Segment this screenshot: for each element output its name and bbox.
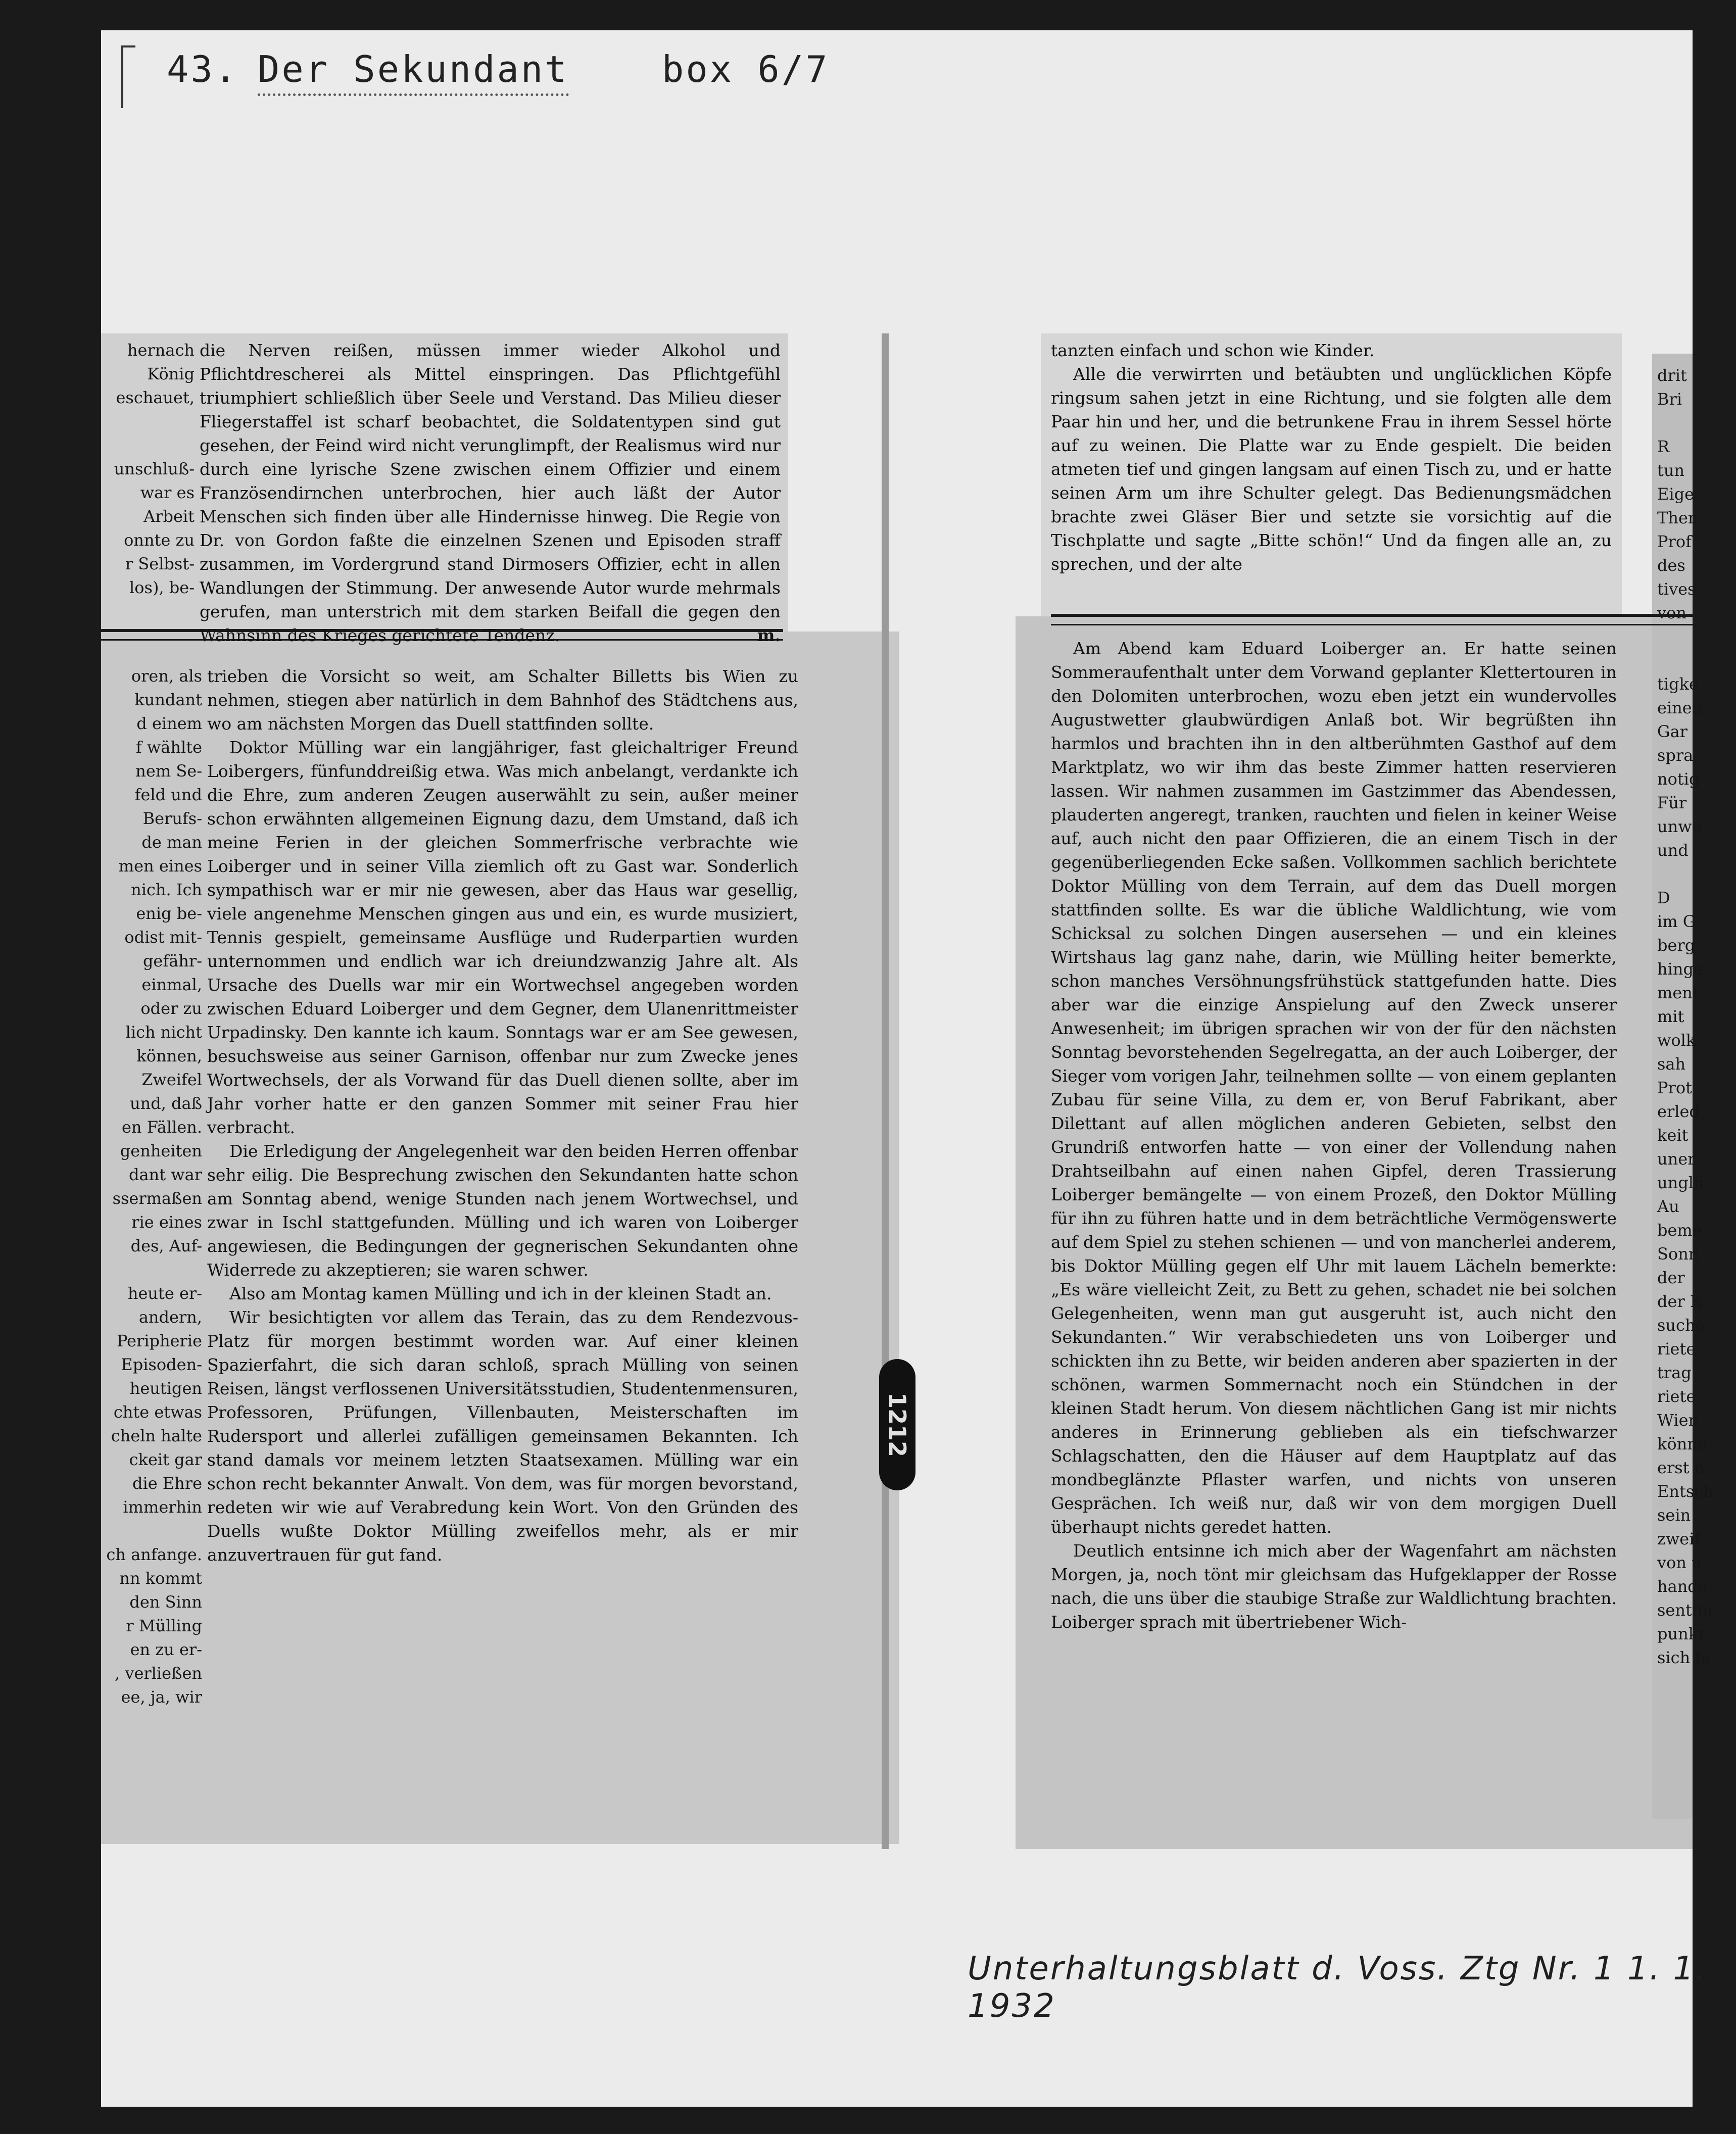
column-divider-right [1051,614,1693,625]
story-column-left [207,664,798,1740]
story-paragraph: Alle die verwirrten und betäubten und unglücklichen Köpfe ringsum sahen jetzt in eine Richtung, und sie folgten alle dem Paar hin und her, und die betrunkene Frau in ihrem Sessel hörte auf zu weinen. Die Platte war zu Ende gespielt. Die beiden atmeten tief und gingen langsam auf einen Tisch zu, und er hatte seinen Arm um ihre Schulter gelegt. Das Bedienungsmädchen brachte zwei Gläser Bier und setzte sie vorsichtig auf die Tischplatte und sagte „Bitte schön!“ Und da fingen alle an, zu sprechen, und der alte [1051,364,1612,574]
story-paragraph: Deutlich entsinne ich mich aber der Wagenfahrt am nächsten Morgen, ja, noch tönt mir gleichsam das Hufgeklapper der Rosse nach, die uns über die staubige Straße zur Waldlichtung brachten. Loiberger sprach mit übertriebener Wich- [1051,1541,1617,1632]
page-number: 1212 [884,1392,911,1458]
page-gutter [882,333,889,1849]
story-column-right [1051,637,1617,1723]
review-signature: m. [757,625,781,645]
page-number-badge [879,1359,915,1490]
review-text: die Nerven reißen, müssen immer wieder Alkohol und Pflichtdrescherei als Mittel einspringen. Das Pflichtgefühl triumphiert schließlich über Seele und Verstand. Das Milieu dieser Fliegerstaffel ist scharf beobachtet, die Soldatentypen sind gut gesehen, der Feind wird nicht verunglimpft, der Realismus wird nur durch eine lyrische Szene zwischen einem Offizier und einem Französendirnchen unterbrochen, hier auch läßt der Autor Menschen sich finden über alle Hindernisse hinweg. Die Regie von Dr. von Gordon faßte die einzelnen Szenen und Episoden straff zusammen, im Vordergrund stand Dirmosers Offizier, echt in allen Wandlungen der Stimmung. Der anwesende Autor wurde mehrmals gerufen, man unterstrich mit dem starken Beifall die gegen den Wahnsinn des Krieges gerichtete Tendenz. [200,341,781,645]
handwritten-source-note: Unterhaltungsblatt d. Voss. Ztg Nr. 1 1. 1. 1932 [968,1950,1707,2025]
card-number: 43. [167,48,239,90]
story-column-right-top [1051,338,1612,601]
card-box-label: box 6/7 [662,48,830,90]
story-paragraph: Die Erledigung der Angelegenheit war den beiden Herren offenbar sehr eilig. Die Besprechung zwischen den Sekundanten hatte schon am Sonntag abend, wenige Stunden nach jenem Wortwechsel, und zwar in Ischl stattgefunden. Mülling und ich waren von Loiberger angewiesen, die Bedingungen der gegnerischen Sekundanten ohne Widerrede zu akzeptieren; sie waren schwer. [207,1141,798,1280]
story-paragraph: Also am Montag kamen Mülling und ich in der kleinen Stadt an. [229,1284,772,1303]
review-column [200,338,781,645]
story-paragraph: trieben die Vorsicht so weit, am Schalter Billetts bis Wien zu nehmen, stiegen aber natürlich in dem Bahnhof des Städtchens aus, wo am nächsten Morgen das Duell stattfinden sollte. [207,666,798,734]
corner-mark [121,45,135,108]
card-title: Der Sekundant [258,48,569,96]
story-paragraph: Am Abend kam Eduard Loiberger an. Er hatte seinen Sommeraufenthalt unter dem Vorwand geplanter Klettertouren in den Dolomiten unterbrochen, wozu eben jetzt ein wundervolles Augustwetter glaubwürdigen Anlaß bot. Wir begrüßten ihn harmlos und brachten ihn in den altberühmten Gasthof auf dem Marktplatz, wo wir ihm das beste Zimmer hatten reservieren lassen. Wir nahmen zusammen im Gastzimmer das Abendessen, plauderten angeregt, tranken, rauchten und fielen in keiner Weise auf, auch nicht den paar Offizieren, die an einem Tisch in der gegenüberliegenden Ecke saßen. Vollkommen sachlich berichtete Doktor Mülling von dem Terrain, auf dem das Duell morgen stattfinden sollte. Es war die übliche Waldlichtung, wie vom Schicksal zu solchen Dingen ausersehen — und ein kleines Wirtshaus lag ganz nahe, darin, wie Mülling heiter bemerkte, schon manches Versöhnungsfrühstück stattgefunden hatte. Dies aber war die einzige Anspielung auf den Zweck unserer Anwesenheit; im übrigen sprachen wir von der für den nächsten Sonntag bevorstehenden Segelregatta, an der auch Loiberger, der Sieger vom vorigen Jahr, teilnehmen sollte — von einem geplanten Zubau für seine Villa, zu dem er, von Beruf Fabrikant, aber Dilettant auf allen möglichen anderen Gebieten, selbst den Grundriß entworfen hatte — von einer der Vollendung nahen Drahtseilbahn auf einen nahen Gipfel, deren Trassierung Loiberger bemängelte — von einem Prozeß, den Doktor Mülling für ihn zu führen hatte und in dem beträchtliche Vermögenswerte auf dem Spiel zu stehen schienen — und von mancherlei anderem, bis Doktor Mülling gegen elf Uhr mit lauem Lächeln bemerkte: „Es wäre vielleicht Zeit, zu Bett zu gehen, schadet nie bei solchen Gelegenheiten, wenn man gut ausgeruht ist, auch nicht den Sekundanten.“ Wir verabschiedeten uns von Loiberger und schickten ihn zu Bette, wir beiden anderen aber spazierten in der schönen, warmen Sommernacht noch ein Stündchen in der kleinen Stadt herum. Von diesem nächtlichen Gang ist mir nichts anderes in Erinnerung geblieben als ein tiefschwarzer Schlagschatten, den die Häuser auf dem Hauptplatz auf das mondbeglänzte Pflaster warfen, und nichts von unseren Gesprächen. Ich weiß nur, daß wir von dem morgigen Duell überhaupt nichts geredet hatten. [1051,639,1617,1537]
cut-column-fragment-top: hernach König eschauet, unschluß- war es Arbeit onnte zu r Selbst- los), be- [114,341,195,597]
story-paragraph: tanzten einfach und schon wie Kinder. [1051,341,1375,360]
story-paragraph: Doktor Mülling war ein langjähriger, fast gleichaltriger Freund Loibergers, fünfunddreißig etwa. Was mich anbelangt, verdankte ich die Ehre, zum anderen Zeugen auserwählt zu sein, außer meiner schon erwähnten allgemeinen Eignung dazu, dem Umstand, daß ich meine Ferien in der gleichen Sommerfrische verbrachte wie Loiberger und in seiner Villa ziemlich oft zu Gast war. Sonderlich sympathisch war er mir nie gewesen, aber das Haus war gesellig, viele angenehme Menschen gingen aus und ein, es wurde musiziert, Tennis gespielt, gemeinsame Ausflüge und Ruderpartien wurden unternommen und endlich war ich dreiundzwanzig Jahre alt. Als Ursache des Duells war mir ein Wortwechsel angegeben worden zwischen Eduard Loiberger und dem Gegner, dem Ulanenrittmeister Urpadinsky. Den kannte ich kaum. Sonntags war er am See gewesen, besuchsweise aus seiner Garnison, offenbar nur zum Zwecke jenes Wortwechsels, der als Vorwand für das Duell dienen sollte, aber im Jahr vorher hatte er den ganzen Sommer mit seiner Frau hier verbracht. [207,738,798,1137]
story-paragraph: Wir besichtigten vor allem das Terain, das zu dem Rendezvous-Platz für morgen bestimmt worden war. Auf einer kleinen Spazierfahrt, die sich daran schloß, sprach Mülling von seinen Reisen, längst verflossenen Universitätsstudien, Studentenmensuren, Professoren, Prüfungen, Villenbauten, Meisterschaften im Rudersport und allerlei zufälligen gemeinsamen Bekannten. Ich stand damals vor meinem letzten Staatsexamen. Mülling war ein schon recht bekannter Anwalt. Von dem, was für morgen bevorstand, redeten wir wie auf Verabredung kein Wort. Von den Gründen des Duells wußte Doktor Mülling zweifellos mehr, als er mir anzuvertrauen für gut fand. [207,1307,798,1565]
cut-column-fragment-right: drit Bri R tun Eige Then Prof des tives von tigke einen Gar spra notig Für unwe und D im G berg hinge ment mit wolk sah Prot erled keit uner unglü Au beme Sonn der der K suche riete trag riete Wien könne erst n Entsch sein zweif von u hande sentim punkt. sich fa [1657,366,1714,1667]
cut-column-fragment-left: oren, als kundant d einem f wählte nem Se- feld und Berufs- de man men eines nich. Ich enig be- odist mit- gefähr- einmal, oder zu lich nicht können, Zweifel und, daß en Fällen. genheiten dant war ssermaßen rie eines des, Auf- heute er- andern, Peripherie Episoden- heutigen chte etwas cheln halte ckeit gar die Ehre immerhin ch anfange. nn kommt den Sinn r Mülling en zu er- , verließen ee, ja, wir [106,666,202,1707]
